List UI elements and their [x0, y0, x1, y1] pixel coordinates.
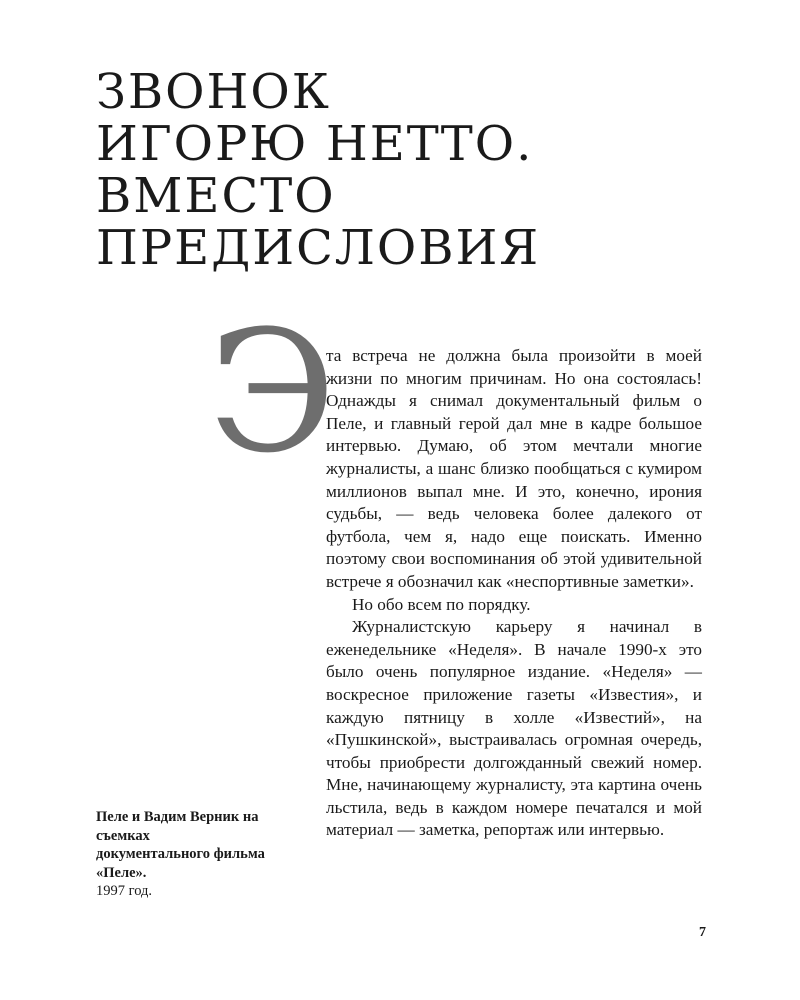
- photo-caption: [96, 808, 266, 901]
- paragraph: Но обо всем по порядку.: [352, 594, 531, 614]
- title-line: ВМЕСТО: [96, 168, 336, 224]
- body-text: [326, 345, 702, 842]
- title-line: ПРЕДИСЛОВИЯ: [96, 220, 541, 276]
- caption-year: 1997 год.: [96, 883, 153, 899]
- page-number: 7: [699, 925, 706, 940]
- caption-description: Пеле и Вадим Верник на съемках документального фильма «Пеле».: [96, 809, 265, 881]
- paragraph: та встреча не должна была произойти в моей жизни по многим причинам. Но она состоялась! Однажды я снимал документальный фильм о Пеле, и главный герой дал мне в кадре большое интервью. Думаю, об этом мечтали многие журналисты, а шанс близко пообщаться с кумиром миллионов выпал мне. И это, конечно, ирония судьбы, — ведь человека более далекого от футбола, чем я, надо еще поискать. Именно поэтому свои воспоминания об этой удивительной встрече я обозначил как «неспортивные заметки».: [326, 346, 702, 591]
- paragraph: Журналистскую карьеру я начинал в еженедельнике «Неделя». В начале 1990-х это было очень популярное издание. «Неделя» — воскресное приложение газеты «Известия», и каждую пятницу в холле «Известий», на «Пушкинской», выстраивалась огромная очередь, чтобы приобрести долгожданный свежий номер. Мне, начинающему журналисту, эта картина очень льстила, ведь в каждом номере печатался и мой материал — заметка, репортаж или интервью.: [326, 617, 702, 840]
- chapter-title: [96, 66, 736, 274]
- drop-cap: Э: [208, 294, 337, 490]
- title-line: ЗВОНОК: [96, 64, 331, 120]
- title-line: ИГОРЮ НЕТТО.: [96, 116, 534, 172]
